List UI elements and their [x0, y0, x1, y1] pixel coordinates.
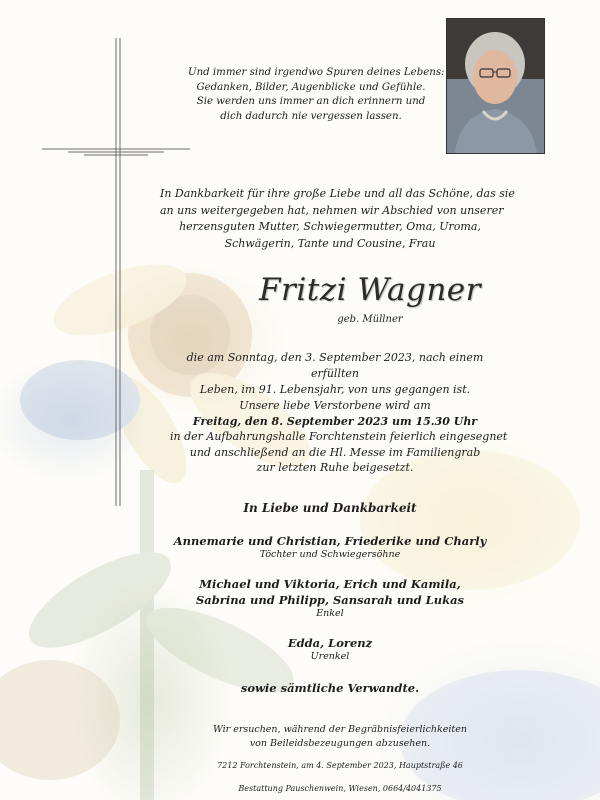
poem-line: Sie werden uns immer an dich erinnern und [196, 96, 426, 108]
condolence-line: Wir ersuchen, während der Begräbnisfeierlichkeiten [213, 724, 467, 735]
funeral-date-time: Freitag, den 8. September 2023 um 15.30 Uhr [192, 414, 478, 428]
mourner-names: Sabrina und Philipp, Sansarah und Lukas [195, 593, 465, 607]
funeral-line: und anschließend an die Hl. Messe im Familiengrab [189, 445, 481, 459]
poem-line: dich dadurch nie vergessen lassen. [220, 110, 402, 122]
intro-line: an uns weitergegeben hat, nehmen wir Abschied von unserer [160, 203, 504, 217]
poem-line: Gedanken, Bilder, Augenblicke und Gefühle. [196, 81, 426, 93]
condolence-note [170, 723, 510, 751]
birth-name: geb. Müllner [337, 314, 403, 325]
poem-line: Und immer sind irgendwo Spuren deines Lebens: [188, 67, 445, 78]
death-notice [170, 350, 500, 398]
undertaker-line: Bestattung Pauschenwein, Wiesen, 0664/4041375 [238, 784, 442, 793]
poem-text [188, 66, 445, 124]
mourner-names: Michael und Viktoria, Erich und Kamila, [199, 577, 461, 591]
mourner-group-daughters [150, 533, 510, 561]
death-notice-line: Leben, im 91. Lebensjahr, von uns gegangen ist. [199, 383, 471, 396]
relatives-line: sowie sämtliche Verwandte. [240, 681, 420, 695]
mourner-relation: Urenkel [310, 651, 350, 662]
funeral-line: zur letzten Ruhe beigesetzt. [256, 461, 414, 474]
mourner-group-great-grandchildren [150, 635, 510, 663]
intro-text [160, 186, 515, 252]
mourner-names: Annemarie und Christian, Friederike und Charly [173, 534, 487, 548]
condolence-line: von Beileidsbezeugungen abzusehen. [249, 738, 431, 749]
deceased-name: Fritzi Wagner [259, 272, 481, 308]
mourners-heading: In Liebe und Dankbarkeit [243, 501, 417, 515]
funeral-line: Unsere liebe Verstorbene wird am [239, 399, 431, 412]
funeral-details [170, 398, 508, 476]
address-line: 7212 Forchtenstein, am 4. September 2023, Hauptstraße 46 [217, 761, 463, 770]
mourner-names: Edda, Lorenz [287, 636, 373, 650]
intro-line: Schwägerin, Tante und Cousine, Frau [224, 236, 436, 250]
funeral-line: in der Aufbahrungshalle Forchtenstein feierlich eingesegnet [170, 430, 508, 443]
death-notice-line: die am Sonntag, den 3. September 2023, nach einem erfüllten [186, 351, 484, 380]
mourner-relation: Töchter und Schwiegersöhne [259, 549, 401, 560]
intro-line: In Dankbarkeit für ihre große Liebe und all das Schöne, das sie [160, 187, 515, 200]
intro-line: herzensguten Mutter, Schwiegermutter, Oma, Uroma, [179, 220, 481, 233]
portrait-photo [446, 18, 545, 154]
mourner-group-grandchildren [150, 576, 510, 620]
portrait-image [447, 19, 544, 153]
mourner-relation: Enkel [316, 608, 344, 619]
